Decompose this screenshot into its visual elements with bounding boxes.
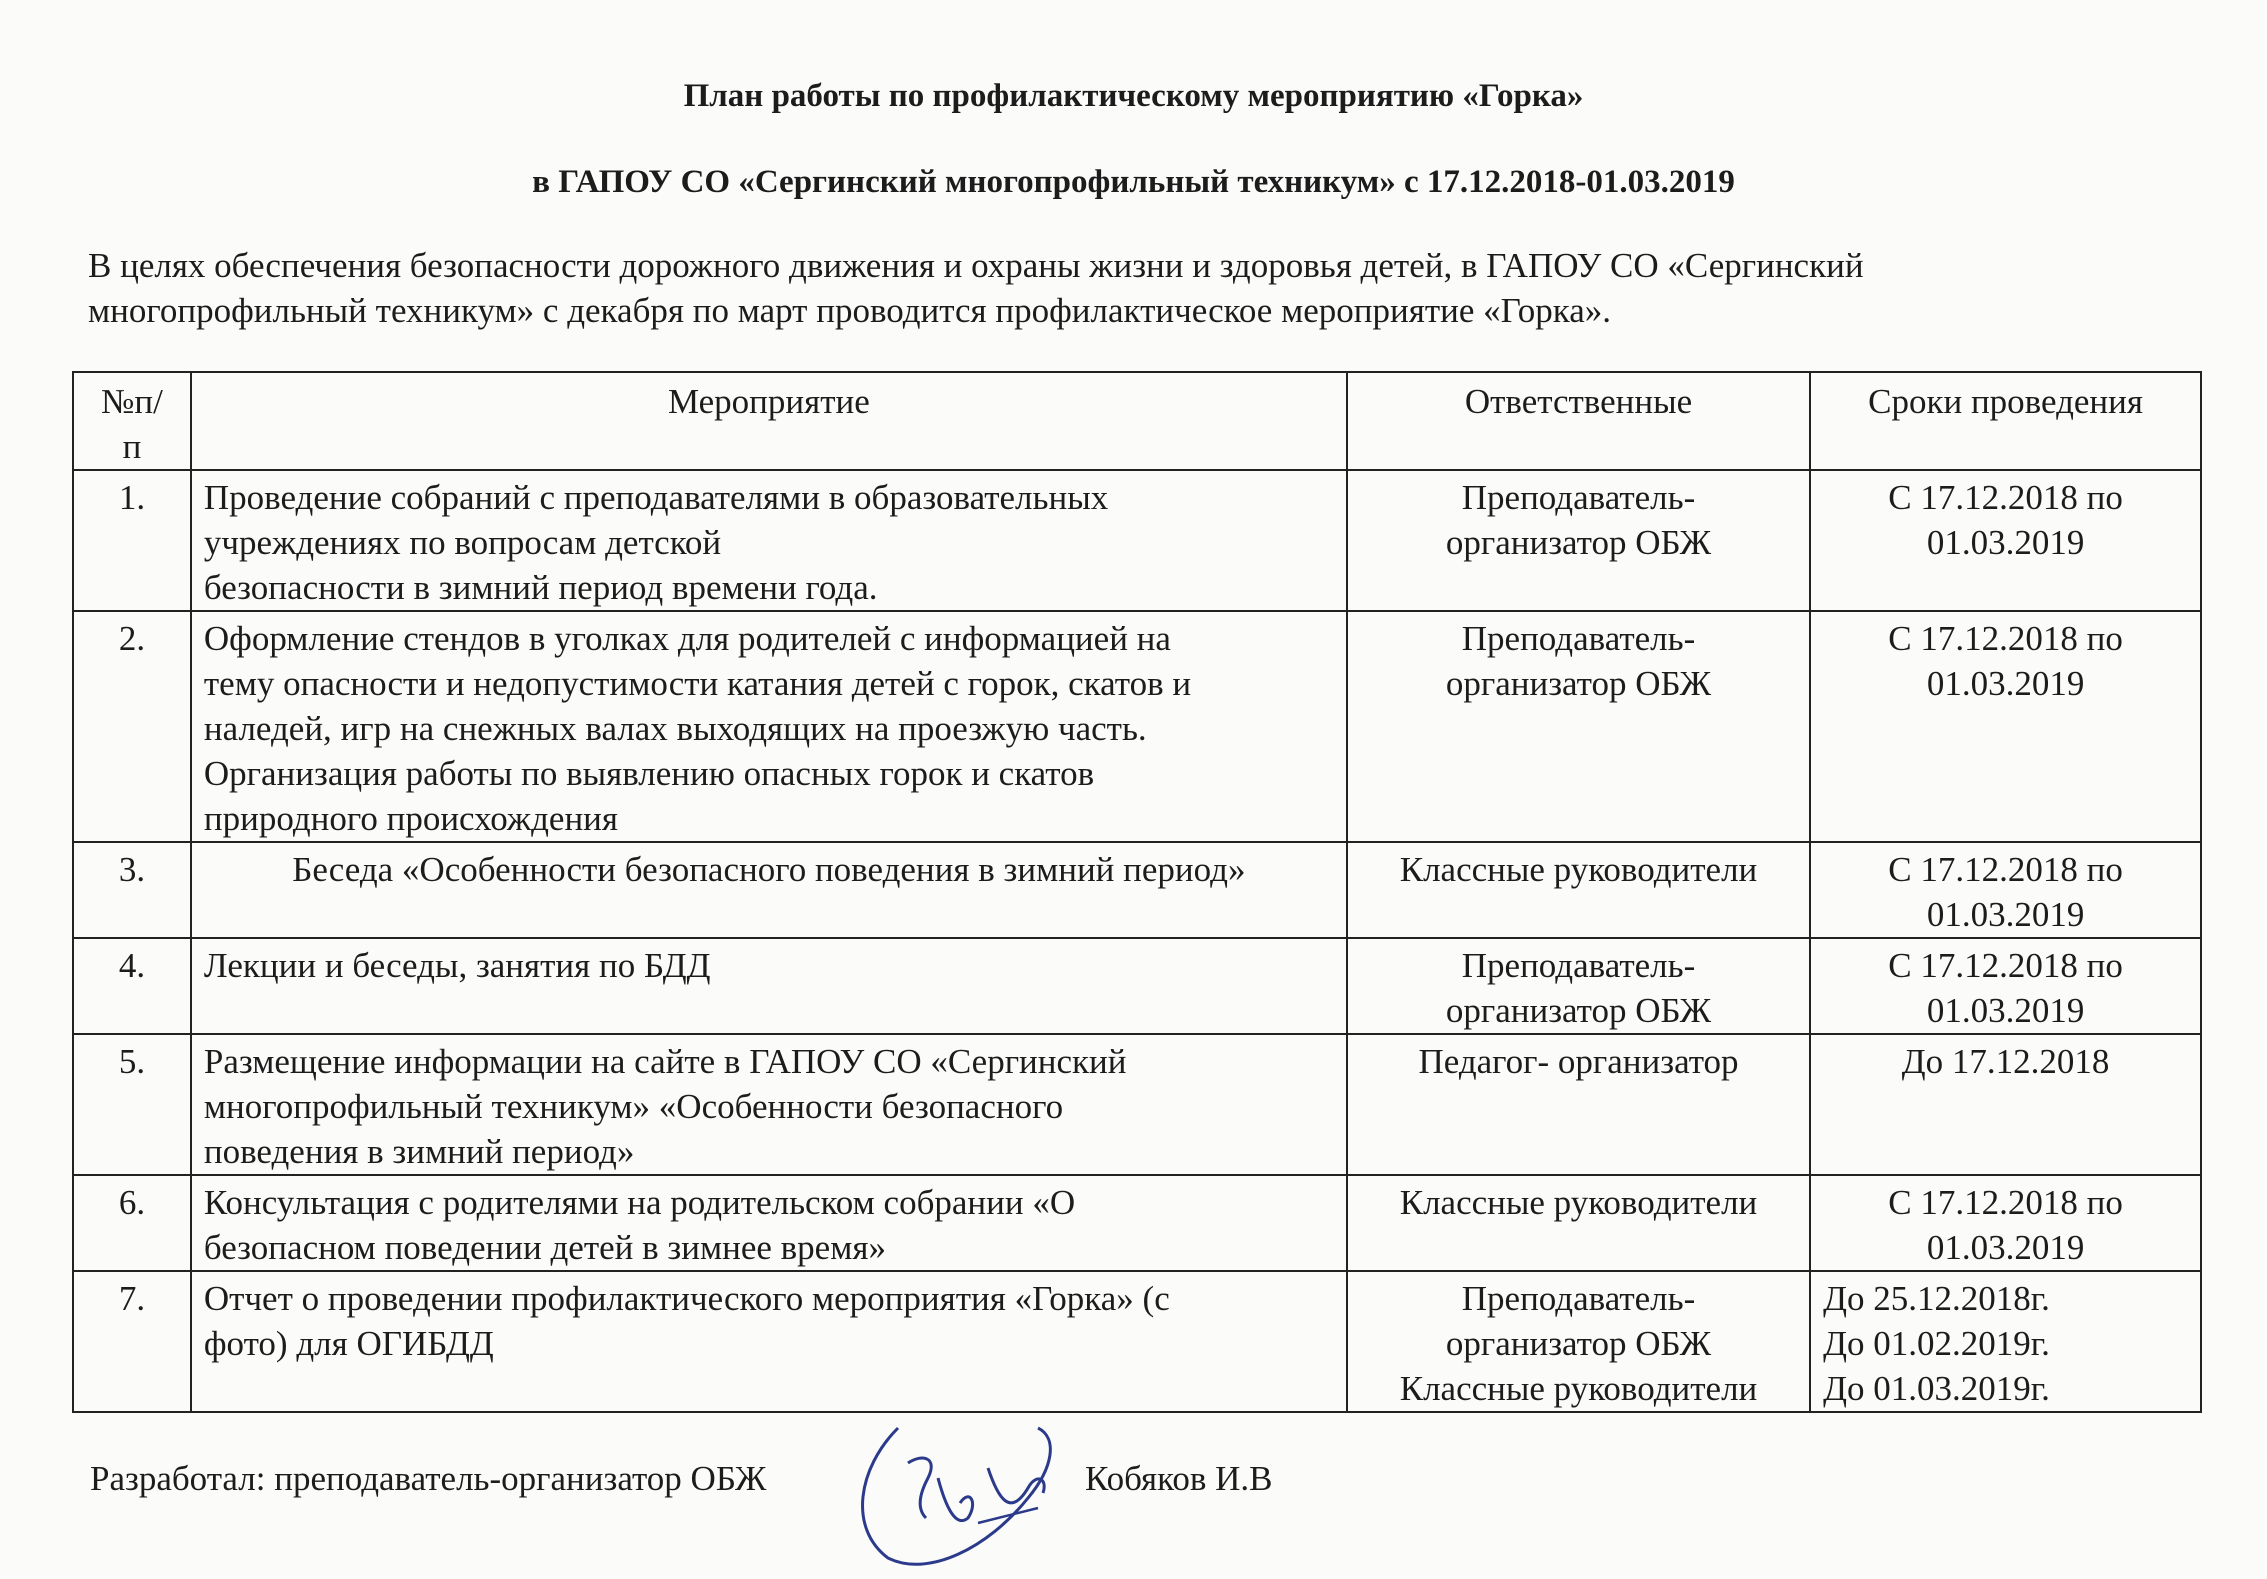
cell-terms (1810, 611, 2201, 842)
cell-responsible (1347, 611, 1810, 842)
cell-responsible (1347, 470, 1810, 611)
cell-activity-line: Консультация с родителями на родительском собрании «О (203, 1183, 1076, 1222)
cell-activity-line: природного происхождения (203, 799, 619, 838)
cell-activity-line: Организация работы по выявлению опасных горок и скатов (203, 754, 1095, 793)
table-row (73, 1034, 2201, 1175)
cell-terms-line: 01.03.2019 (1926, 664, 2085, 703)
cell-number: 2. (73, 611, 191, 842)
cell-terms (1810, 938, 2201, 1034)
document-subtitle: в ГАПОУ СО «Сергинский многопрофильный техникум» с 17.12.2018-01.03.2019 (532, 164, 1735, 200)
header-activity: Мероприятие (191, 372, 1347, 470)
cell-responsible-line: Классные руководители (1399, 1369, 1758, 1408)
cell-terms-line: С 17.12.2018 по (1888, 850, 2123, 889)
cell-responsible-line: Классные руководители (1399, 1183, 1758, 1222)
cell-responsible-line: организатор ОБЖ (1445, 991, 1712, 1030)
cell-terms-line: 01.03.2019 (1926, 1228, 2085, 1267)
table-row (73, 938, 2201, 1034)
cell-responsible-line: Преподаватель- (1461, 619, 1696, 658)
cell-number: 1. (73, 470, 191, 611)
cell-activity (191, 938, 1347, 1034)
header-number-line: №п/ (101, 382, 163, 421)
cell-responsible-line: организатор ОБЖ (1445, 664, 1712, 703)
table-row (73, 1175, 2201, 1271)
cell-activity-line: тему опасности и недопустимости катания детей с горок, скатов и (203, 664, 1192, 703)
cell-responsible-line: Преподаватель- (1461, 1279, 1696, 1318)
cell-activity-line: Отчет о проведении профилактического мероприятия «Горка» (с (203, 1279, 1170, 1318)
document-title: План работы по профилактическому мероприятию «Горка» (683, 78, 1584, 114)
cell-terms-line: С 17.12.2018 по (1888, 1183, 2123, 1222)
cell-activity-line: Беседа «Особенности безопасного поведения в зимний период» (292, 850, 1246, 889)
cell-activity-line: учреждениях по вопросам детской (203, 523, 722, 562)
cell-activity-line: фото) для ОГИБДД (203, 1324, 494, 1363)
table-row (73, 842, 2201, 938)
signature-icon (838, 1408, 1078, 1568)
cell-terms-line: 01.03.2019 (1926, 991, 2085, 1030)
cell-responsible-line: организатор ОБЖ (1445, 1324, 1712, 1363)
table-row (73, 470, 2201, 611)
cell-responsible-line: Классные руководители (1399, 850, 1758, 889)
table-row (73, 611, 2201, 842)
header-terms: Сроки проведения (1810, 372, 2201, 470)
cell-responsible-line: Преподаватель- (1461, 478, 1696, 517)
cell-terms-line: До 01.03.2019г. (1823, 1369, 2050, 1408)
cell-responsible-line: Преподаватель- (1461, 946, 1696, 985)
plan-table (72, 371, 2202, 1413)
cell-terms-line: С 17.12.2018 по (1888, 946, 2123, 985)
cell-number: 3. (73, 842, 191, 938)
intro-paragraph (88, 243, 2198, 333)
cell-terms (1810, 1034, 2201, 1175)
cell-terms (1810, 470, 2201, 611)
cell-responsible-line: организатор ОБЖ (1445, 523, 1712, 562)
cell-terms-line: До 01.02.2019г. (1823, 1324, 2050, 1363)
cell-number: 7. (73, 1271, 191, 1412)
intro-line: многопрофильный техникум» с декабря по март проводится профилактическое мероприятие «Горка». (88, 291, 1612, 330)
footer-author-name: Кобяков И.В (1085, 1459, 1273, 1498)
cell-activity (191, 611, 1347, 842)
cell-activity (191, 842, 1347, 938)
cell-activity-line: безопасном поведении детей в зимнее время» (203, 1228, 886, 1267)
table-header-row (73, 372, 2201, 470)
intro-line: В целях обеспечения безопасности дорожного движения и охраны жизни и здоровья детей, в ГАПОУ СО «Сергинский (88, 246, 1864, 285)
cell-terms-line: 01.03.2019 (1926, 523, 2085, 562)
cell-activity (191, 1175, 1347, 1271)
cell-terms (1810, 1175, 2201, 1271)
cell-activity-line: Размещение информации на сайте в ГАПОУ СО «Сергинский (203, 1042, 1127, 1081)
header-number (73, 372, 191, 470)
cell-terms (1810, 842, 2201, 938)
cell-terms-line: С 17.12.2018 по (1888, 619, 2123, 658)
cell-activity-line: многопрофильный техникум» «Особенности безопасного (203, 1087, 1064, 1126)
cell-activity (191, 1271, 1347, 1412)
cell-responsible (1347, 842, 1810, 938)
cell-terms-line: До 25.12.2018г. (1823, 1279, 2050, 1318)
header-number-line: п (122, 427, 142, 466)
cell-number: 6. (73, 1175, 191, 1271)
cell-terms (1810, 1271, 2201, 1412)
table-body (73, 470, 2201, 1412)
table-row (73, 1271, 2201, 1412)
cell-activity-line: Проведение собраний с преподавателями в образовательных (203, 478, 1109, 517)
header-responsible: Ответственные (1347, 372, 1810, 470)
footer-developed-by: Разработал: преподаватель-организатор ОБЖ (90, 1459, 767, 1498)
cell-responsible (1347, 1034, 1810, 1175)
cell-responsible (1347, 1175, 1810, 1271)
cell-activity-line: поведения в зимний период» (203, 1132, 635, 1171)
cell-number: 4. (73, 938, 191, 1034)
cell-activity-line: наледей, игр на снежных валах выходящих на проезжую часть. (203, 709, 1147, 748)
cell-responsible (1347, 1271, 1810, 1412)
cell-activity (191, 470, 1347, 611)
cell-terms-line: 01.03.2019 (1926, 895, 2085, 934)
cell-terms-line: С 17.12.2018 по (1888, 478, 2123, 517)
cell-responsible-line: Педагог- организатор (1418, 1042, 1739, 1081)
cell-number: 5. (73, 1034, 191, 1175)
cell-terms-line: До 17.12.2018 (1901, 1042, 2110, 1081)
cell-responsible (1347, 938, 1810, 1034)
cell-activity-line: безопасности в зимний период времени года. (203, 568, 878, 607)
cell-activity (191, 1034, 1347, 1175)
cell-activity-line: Лекции и беседы, занятия по БДД (203, 946, 711, 985)
cell-activity-line: Оформление стендов в уголках для родителей с информацией на (203, 619, 1171, 658)
